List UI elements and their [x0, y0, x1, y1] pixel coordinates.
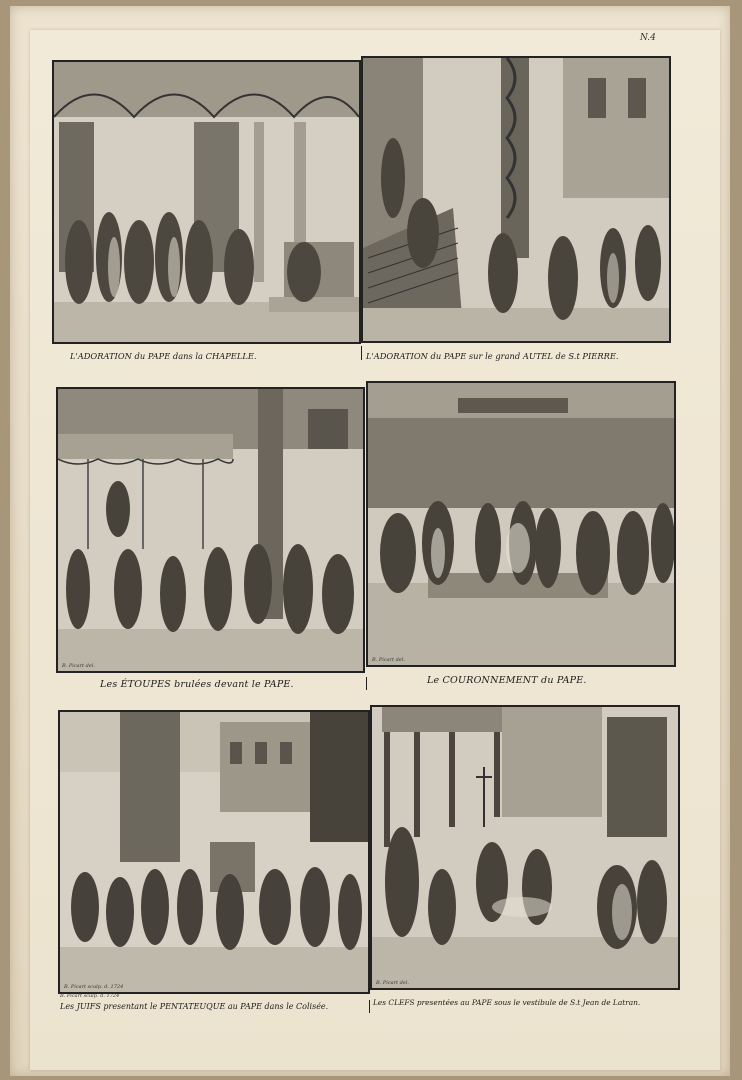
caption-etoupes: Les ÉTOUPES brulées devant le PAPE.	[100, 679, 294, 690]
engraving-illustration	[372, 707, 678, 988]
engraving-panel-adoration-altar	[361, 56, 671, 343]
caption-separator	[369, 1000, 370, 1013]
caption-separator	[366, 677, 367, 690]
plate-number: N.4	[640, 33, 656, 43]
caption-separator	[361, 346, 362, 360]
engraving-panel-etoupes	[56, 387, 365, 673]
caption-adoration-altar: L'ADORATION du PAPE sur le grand AUTEL de S.t PIERRE.	[366, 351, 619, 361]
artist-signature: B. Picart sculp. d. 1724	[64, 984, 124, 990]
engraving-illustration	[368, 383, 674, 665]
engraving-panel-clefs	[370, 705, 680, 990]
engraving-illustration	[54, 62, 359, 342]
caption-adoration-chapel: L'ADORATION du PAPE dans la CHAPELLE.	[70, 351, 257, 361]
caption-juifs: Les JUIFS presentant le PENTATEUQUE au PAPE dans le Colisée.	[60, 1002, 329, 1011]
engraving-illustration	[363, 58, 669, 341]
caption-clefs: Les CLEFS presentées au PAPE sous le vestibule de S.t Jean de Latran.	[373, 998, 641, 1007]
engraving-panel-juifs	[58, 710, 370, 994]
engraver-credit: B. Picart sculp. d. 1724	[60, 993, 120, 999]
engraving-illustration	[60, 712, 368, 992]
engraving-illustration	[58, 389, 363, 671]
engraving-panel-couronnement	[366, 381, 676, 667]
engraving-panel-adoration-chapel	[52, 60, 361, 344]
artist-signature: B. Picart del.	[376, 980, 409, 986]
artist-signature: B. Picart del.	[372, 657, 405, 663]
artist-signature: B. Picart del.	[62, 663, 95, 669]
caption-couronnement: Le COURONNEMENT du PAPE.	[427, 675, 587, 686]
